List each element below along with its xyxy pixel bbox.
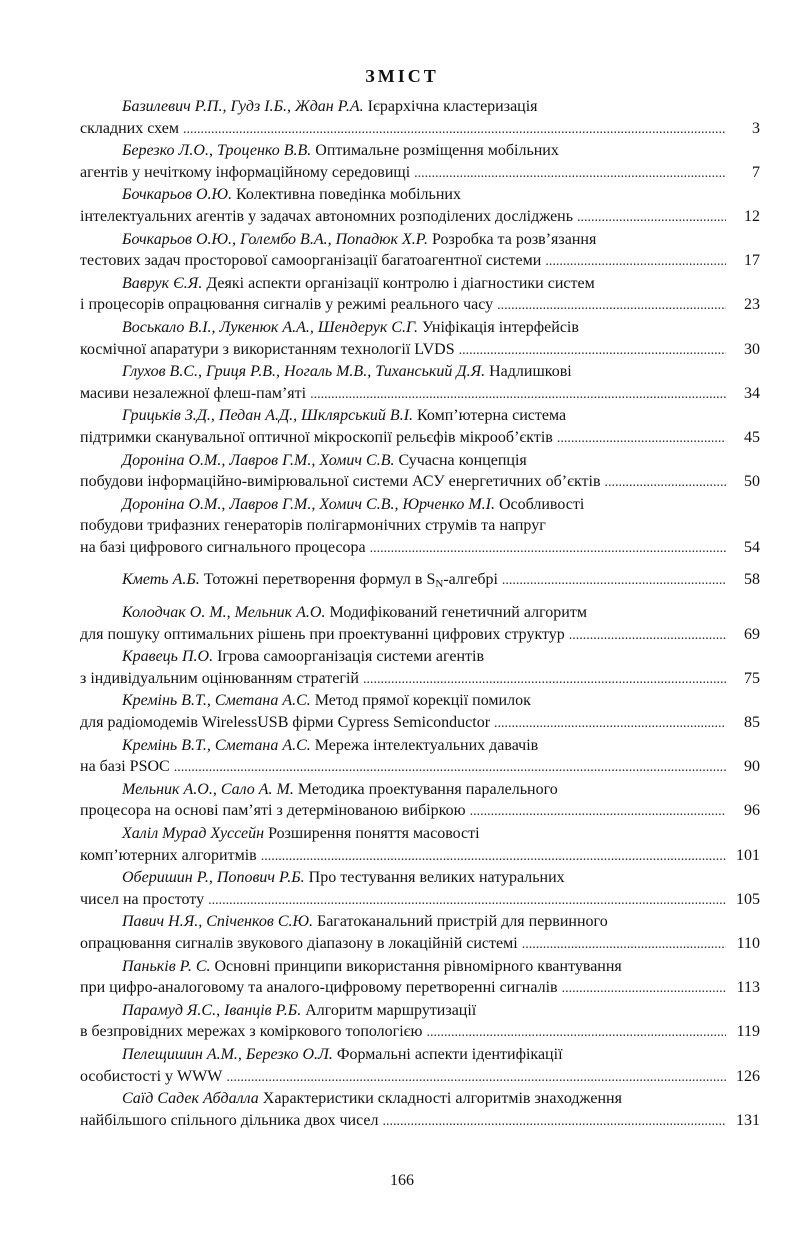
toc-entry (80, 779, 760, 823)
entry-authors: Пелещишин А.М., Березко О.Л. (122, 1045, 333, 1063)
entry-authors: Кметь А.Б. (122, 571, 200, 589)
entry-page-number: 69 (744, 625, 760, 643)
entry-page-number: 58 (744, 571, 760, 589)
dot-leader (569, 625, 726, 647)
toc-entry (80, 140, 760, 184)
entry-page-number: 96 (744, 802, 760, 820)
entry-page-number: 119 (736, 1023, 760, 1041)
entry-page-number: 105 (736, 890, 760, 908)
entry-title-last-line: підтримки сканувальної оптичної мікроскопії рельєфів мікрооб’єктів (80, 428, 553, 446)
dot-leader (261, 846, 726, 868)
entry-authors: Дороніна О.М., Лавров Г.М., Хомич С.В. (122, 451, 395, 469)
entry-title: Особливості (498, 495, 585, 513)
entry-authors: Дороніна О.М., Лавров Г.М., Хомич С.В., Юрченко М.І. (122, 495, 495, 513)
entry-authors: Базилевич Р.П., Гудз І.Б., Ждан Р.А. (122, 98, 364, 115)
entry-authors: Мельник А.О., Сало А. М. (122, 780, 294, 798)
dot-leader (470, 801, 726, 823)
entry-page-number: 85 (744, 714, 760, 732)
entry-authors: Кремінь В.Т., Сметана А.С. (122, 692, 311, 710)
dot-leader (363, 669, 726, 691)
entry-title: Мережа інтелектуальних давачів (314, 736, 539, 754)
page-title: ЗМІСТ (365, 66, 439, 86)
entry-authors: Бочкарьов О.Ю. (122, 186, 233, 204)
entry-title-last-line: тестових задач просторової самоорганізації багатоагентної системи (80, 252, 542, 270)
entry-title-last-line: найбільшого спільного дільника двох чисел (80, 1111, 379, 1129)
toc-entry (80, 602, 760, 646)
entry-authors: Ваврук Є.Я. (122, 274, 203, 292)
entry-title-last-line: особистості у WWW (80, 1067, 223, 1085)
entry-title: Колективна поведінка мобільних (236, 186, 461, 204)
entry-page-number: 3 (752, 119, 760, 137)
entry-page-number: 131 (736, 1111, 760, 1129)
entry-title: Розробка та розв’язання (431, 230, 597, 248)
entry-page-number: 110 (736, 934, 760, 952)
entry-title-last-line: чисел на простоту (80, 890, 205, 908)
entry-authors: Халіл Мурад Хуссейн (122, 825, 265, 842)
entry-authors: Саїд Садек Абдалла (122, 1090, 259, 1108)
entry-title: Комп’ютерна система (417, 407, 567, 425)
entry-title: Сучасна концепція (398, 451, 527, 469)
entry-title-last-line: з індивідуальним оцінюванням стратегій (80, 669, 359, 687)
dot-leader (557, 428, 726, 450)
toc-entry (80, 494, 760, 560)
entry-title-subscript: N (435, 578, 444, 591)
toc-entry (80, 361, 760, 405)
toc-entry (80, 956, 760, 1000)
entry-title: Основні принципи використання рівномірного квантування (214, 957, 622, 975)
toc-entry (80, 646, 760, 690)
entry-title-last-line: в безпровідних мережах з коміркового топологією (80, 1023, 423, 1041)
entry-title: Багатоканальний пристрій для первинного (317, 913, 608, 931)
entry-authors: Колодчак О. М., Мельник А.О. (122, 604, 326, 622)
dot-leader (208, 890, 726, 912)
entry-authors: Березко Л.О., Троценко В.В. (122, 142, 312, 160)
entry-authors: Глухов В.С., Гриця Р.В., Ногаль М.В., Тиханський Д.Я. (122, 363, 486, 381)
toc-entry (80, 735, 760, 779)
entry-title: Формальні аспекти ідентифікації (336, 1045, 563, 1063)
entry-page-number: 12 (744, 207, 760, 225)
toc-entry (80, 229, 760, 273)
entry-authors: Грицьків З.Д., Педан А.Д., Шклярський В.І. (122, 407, 414, 425)
dot-leader (522, 934, 726, 956)
toc-entry (80, 96, 760, 140)
dot-leader (383, 1111, 727, 1133)
toc-entry (80, 911, 760, 955)
table-of-contents (80, 96, 760, 1132)
toc-entry (80, 317, 760, 361)
entry-authors: Бочкарьов О.Ю., Голембо В.А., Попадюк Х.Р. (122, 230, 428, 248)
dot-leader (310, 384, 726, 406)
dot-leader (226, 1067, 726, 1089)
dot-leader (497, 295, 726, 317)
dot-leader (183, 119, 726, 141)
entry-authors: Павич Н.Я., Спіченков С.Ю. (122, 913, 313, 931)
entry-page-number: 23 (744, 296, 760, 314)
dot-leader (174, 757, 726, 779)
entry-title-end: -алгебрі (443, 571, 498, 589)
entry-authors: Оберишин Р., Попович Р.Б. (122, 869, 305, 887)
toc-entry (80, 823, 760, 867)
entry-title: Характеристики складності алгоритмів знаходження (262, 1090, 622, 1108)
entry-title-last-line: космічної апаратури з використанням технології LVDS (80, 340, 455, 358)
entry-title-last-line: на базі PSOC (80, 758, 170, 776)
dot-leader (459, 340, 726, 362)
entry-page-number: 113 (736, 979, 760, 997)
entry-title: Ієрархічна кластеризація (367, 98, 538, 115)
entry-page-number: 17 (744, 252, 760, 270)
entry-title: Уніфікація інтерфейсів (421, 318, 579, 336)
entry-page-number: 34 (744, 384, 760, 402)
entry-title-last-line: і процесорів опрацювання сигналів у режимі реального часу (80, 296, 494, 314)
entry-title-last-line: на базі цифрового сигнального процесора (80, 538, 366, 556)
entry-page-number: 54 (744, 538, 760, 556)
dot-leader (502, 570, 726, 592)
entry-title-last-line: складних схем (80, 119, 179, 137)
dot-leader (426, 1022, 726, 1044)
entry-title: Деякі аспекти організації контролю і діагностики систем (206, 274, 595, 292)
entry-title: Надлишкові (489, 363, 572, 381)
entry-authors: Воськало В.І., Лукенюк А.А., Шендерук С.Г. (122, 318, 418, 336)
entry-title: Розширення поняття масовості (268, 825, 480, 842)
entry-authors: Парамуд Я.С., Іванців Р.Б. (122, 1001, 302, 1019)
toc-entry (80, 1000, 760, 1044)
dot-leader (545, 251, 726, 273)
entry-page-number: 30 (744, 340, 760, 358)
entry-title: Оптимальне розміщення мобільних (315, 142, 559, 160)
toc-entry (80, 184, 760, 228)
entry-page-number: 45 (744, 428, 760, 446)
dot-leader (577, 207, 726, 229)
entry-title-last-line: побудови інформаційно-вимірювальної системи АСУ енергетичних об’єктів (80, 473, 601, 491)
entry-page-number: 7 (752, 163, 760, 181)
entry-authors: Кремінь В.Т., Сметана А.С. (122, 736, 311, 754)
dot-leader (562, 978, 726, 1000)
entry-page-number: 101 (736, 846, 760, 864)
entry-title-last-line: комп’ютерних алгоритмів (80, 846, 257, 864)
entry-title: Методика проектування паралельного (297, 780, 558, 798)
entry-page-number: 90 (744, 758, 760, 776)
toc-entry (80, 273, 760, 317)
entry-title-last-line: агентів у нечіткому інформаційному середовищі (80, 163, 411, 181)
entry-authors: Паньків Р. С. (122, 957, 211, 975)
entry-title: Модифікований генетичний алгоритм (329, 604, 587, 622)
entry-title: Тотожні перетворення формул в S (203, 571, 436, 589)
entry-page-number: 126 (736, 1067, 760, 1085)
entry-title-last-line: процесора на основі пам’яті з детермінованою вибіркою (80, 802, 466, 820)
entry-page-number: 50 (744, 473, 760, 491)
entry-title: Метод прямої корекції помилок (314, 692, 531, 710)
dot-leader (605, 472, 727, 494)
entry-title: Про тестування великих натуральних (308, 869, 565, 887)
entry-title: Ігрова самоорганізація системи агентів (217, 648, 485, 666)
entry-title-continued: побудови трифазних генераторів полігармонічних струмів та напруг (80, 517, 546, 535)
toc-entry (80, 690, 760, 734)
entry-title-last-line: інтелектуальних агентів у задачах автономних розподілених досліджень (80, 207, 574, 225)
entry-title-last-line: при цифро-аналоговому та аналого-цифровому перетворенні сигналів (80, 979, 558, 997)
toc-entry (80, 569, 760, 592)
dot-leader (494, 713, 726, 735)
toc-entry (80, 450, 760, 494)
dot-leader (414, 163, 726, 185)
entry-title-last-line: опрацювання сигналів звукового діапазону в локаційній системі (80, 934, 518, 952)
toc-entry (80, 1044, 760, 1088)
entry-page-number: 75 (744, 669, 760, 687)
entry-authors: Кравець П.О. (122, 648, 214, 666)
toc-entry (80, 867, 760, 911)
toc-entry (80, 405, 760, 449)
entry-title-last-line: масиви незалежної флеш-пам’яті (80, 384, 307, 402)
dot-leader (370, 538, 726, 560)
page-number: 166 (390, 1172, 414, 1189)
toc-entry (80, 1088, 760, 1132)
entry-title-last-line: для радіомодемів WirelessUSB фірми Cypress Semiconductor (80, 714, 491, 732)
entry-title-last-line: для пошуку оптимальних рішень при проектуванні цифрових структур (80, 625, 565, 643)
entry-title: Алгоритм маршрутизації (305, 1001, 477, 1019)
